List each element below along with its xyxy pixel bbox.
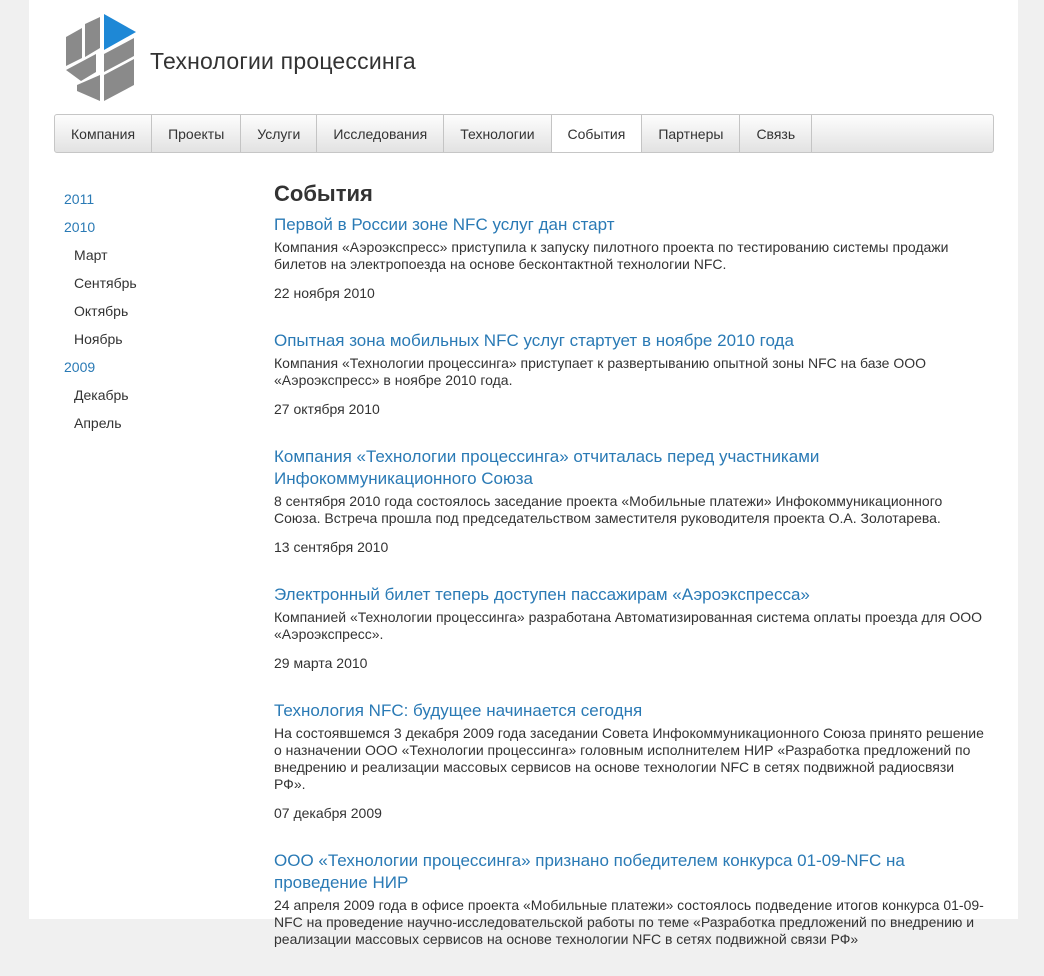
news-item [274, 214, 989, 302]
news-title-link[interactable]: ООО «Технологии процессинга» признано победителем конкурса 01-09-NFC на проведение НИР [274, 851, 905, 892]
news-summary: 24 апреля 2009 года в офисе проекта «Мобильные платежи» состоялось подведение итогов конкурса 01-09-NFC на проведение научно-исследовательской работы по теме «Разработка предложений по внедрению и реализации массовых сервисов на основе технологии NFC в сетях подвижной связи РФ» [274, 897, 984, 947]
main-content [274, 180, 989, 976]
sidebar-month-december-2009[interactable]: Декабрь [74, 387, 129, 403]
news-date: 07 декабря 2009 [274, 805, 382, 821]
sidebar-year-2011[interactable]: 2011 [64, 191, 95, 207]
main-nav [54, 114, 994, 153]
news-summary: Компания «Технологии процессинга» приступает к развертыванию опытной зоны NFC на базе ООО «Аэроэкспресс» в ноябре 2010 года. [274, 355, 926, 388]
header [29, 0, 1018, 110]
logo-icon[interactable] [63, 14, 139, 102]
sidebar-month-march-2010[interactable]: Март [74, 247, 108, 263]
sidebar-year-2009[interactable]: 2009 [64, 359, 96, 375]
page [29, 0, 1018, 947]
news-title-link[interactable]: Опытная зона мобильных NFC услуг стартует в ноябре 2010 года [274, 331, 794, 350]
news-summary: 8 сентября 2010 года состоялось заседание проекта «Мобильные платежи» Инфокоммуникационного Союза. Встреча прошла под председательством заместителя руководителя проекта О.А. Золотарева. [274, 493, 943, 526]
news-date: 29 марта 2010 [274, 655, 368, 671]
nav-item-events[interactable]: События [552, 115, 643, 152]
news-summary: Компанией «Технологии процессинга» разработана Автоматизированная система оплаты проезда для ООО «Аэроэкспресс». [274, 609, 982, 642]
nav-item-company[interactable]: Компания [55, 115, 152, 152]
nav-item-technologies[interactable]: Технологии [444, 115, 551, 152]
news-title-link[interactable]: Компания «Технологии процессинга» отчиталась перед участниками Инфокоммуникационного Союза [274, 447, 820, 488]
nav-item-contact[interactable]: Связь [740, 115, 812, 152]
news-item [274, 700, 989, 822]
news-item [274, 850, 989, 948]
nav-item-partners[interactable]: Партнеры [642, 115, 740, 152]
news-title-link[interactable]: Электронный билет теперь доступен пассажирам «Аэроэкспресса» [274, 585, 810, 604]
news-title-link[interactable]: Первой в России зоне NFC услуг дан старт [274, 215, 615, 234]
sidebar-year-2010[interactable]: 2010 [64, 219, 96, 235]
site-title: Технологии процессинга [150, 48, 416, 74]
news-summary: На состоявшемся 3 декабря 2009 года заседании Совета Инфокоммуникационного Союза принято решение о назначении ООО «Технологии процессинга» головным исполнителем НИР «Разработка предложений по внедрению и реализации массовых сервисов на основе технологии NFC в сетях подвижной радиосвязи РФ». [274, 725, 984, 792]
nav-item-services[interactable]: Услуги [241, 115, 317, 152]
news-item [274, 584, 989, 672]
sidebar-month-november-2010[interactable]: Ноябрь [74, 331, 123, 347]
nav-item-projects[interactable]: Проекты [152, 115, 241, 152]
news-item [274, 330, 989, 418]
sidebar-month-april-2009[interactable]: Апрель [74, 415, 122, 431]
news-title-link[interactable]: Технология NFC: будущее начинается сегодня [274, 701, 643, 720]
news-item [274, 446, 989, 556]
sidebar-archive [64, 190, 244, 442]
page-title: События [274, 181, 373, 206]
news-date: 13 сентября 2010 [274, 539, 389, 555]
news-date: 27 октября 2010 [274, 401, 380, 417]
news-date: 22 ноября 2010 [274, 285, 375, 301]
nav-item-research[interactable]: Исследования [317, 115, 444, 152]
news-summary: Компания «Аэроэкспресс» приступила к запуску пилотного проекта по тестированию системы продажи билетов на электропоезда на основе бесконтактной технологии NFC. [274, 239, 949, 272]
sidebar-month-september-2010[interactable]: Сентябрь [74, 275, 137, 291]
sidebar-month-october-2010[interactable]: Октябрь [74, 303, 129, 319]
